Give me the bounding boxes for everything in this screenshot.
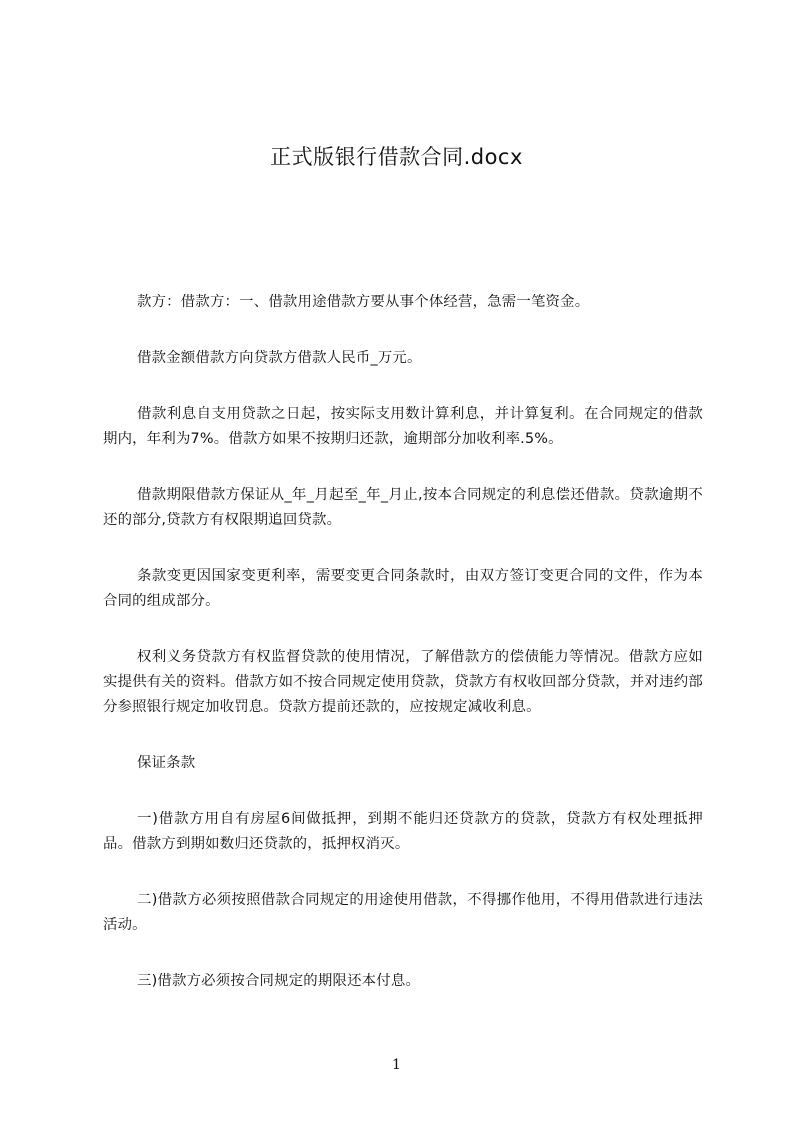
paragraph-loan-term: 借款期限借款方保证从_年_月起至_年_月止,按本合同规定的利息偿还借款。贷款逾期不还的部分,贷款方有权限期追回贷款。: [103, 487, 703, 528]
paragraph-loan-amount: 借款金额借款方向贷款方借款人民币_万元。: [137, 350, 422, 366]
page-number: 1: [392, 1057, 401, 1073]
paragraph-rights-obligations: 权利义务贷款方有权监督贷款的使用情况，了解借款方的偿债能力等情况。借款方应如实提供有关的资料。借款方如不按合同规定使用贷款，贷款方有权收回部分贷款，并对违约部分参照银行规定加收罚息。贷款方提前还款的，应按规定减收利息。: [103, 649, 703, 715]
paragraph-guarantee-heading: 保证条款: [137, 755, 196, 771]
paragraph-guarantee-2: 二)借款方必须按照借款合同规定的用途使用借款，不得挪作他用，不得用借款进行违法活动。: [103, 892, 703, 933]
paragraph-guarantee-3: 三)借款方必须按合同规定的期限还本付息。: [137, 973, 421, 989]
paragraph-loan-interest: 借款利息自支用贷款之日起，按实际支用数计算利息，并计算复利。在合同规定的借款期内，年利为7%。借款方如果不按期归还款，逾期部分加收利率.5%。: [103, 406, 703, 447]
document-title: 正式版银行借款合同.docx: [270, 145, 523, 169]
paragraph-guarantee-1: 一)借款方用自有房屋6间做抵押，到期不能归还贷款方的贷款，贷款方有权处理抵押品。借款方到期如数归还贷款的，抵押权消灭。: [103, 811, 703, 852]
document-body: [103, 290, 703, 1025]
paragraph-loan-purpose: 款方：借款方：一、借款用途借款方要从事个体经营，急需一笔资金。: [137, 294, 590, 310]
paragraph-clause-change: 条款变更因国家变更利率，需要变更合同条款时，由双方签订变更合同的文件，作为本合同的组成部分。: [103, 568, 703, 609]
